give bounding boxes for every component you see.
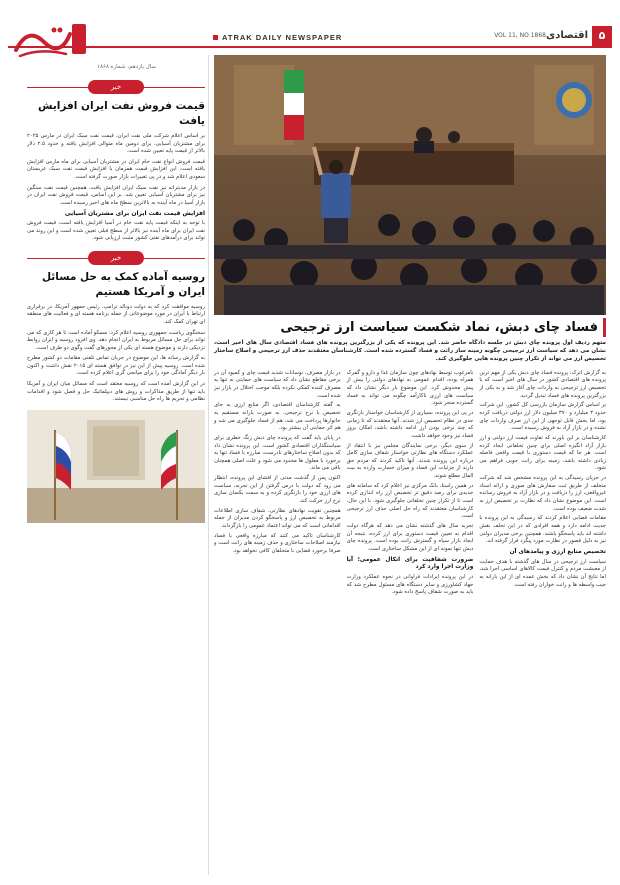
main-headline: فساد چای دبش، نماد شکست سیاست ارز ترجیحی [280, 320, 598, 335]
paragraph: به گزارش رسانه ها، این موضوع در جریان تماس تلفنی مقامات دو کشور مطرح شده است. روسیه پیش از این نیز در توافق هسته ای ۲۰۱۵ نقش داشت و اکنون بار دیگر آمادگی خود را برای میانجی گری اعلام کرده است. [27, 355, 205, 377]
column-subhead: تخصیص منابع ارزی و پیامدهای آن [509, 549, 606, 556]
paragraph: در این پرونده ایرادات فراوانی در نحوه عملکرد وزارت جهاد کشاورزی و سایر دستگاه های مسئول مطرح شد که باید به صورت شفاف پاسخ داده شود. [346, 574, 474, 596]
left-column [27, 80, 205, 875]
russia-title: روسیه آماده کمک به حل مسائل ایران و آمریکا هستیم [41, 270, 205, 298]
paragraph: سخنگوی ریاست جمهوری روسیه اعلام کرد: مسکو آماده است تا هر کاری که می تواند برای حل مسائل مربوط به ایران انجام دهد. وی افزود روسیه و ایران روابط نزدیکی دارند و موضوع هسته ای یکی از محورهای گفت وگوی دو طرف است. [27, 329, 205, 351]
paragraph: قیمت فروش انواع نفت خام ایران در مشتریان آسیایی برای ماه مارس افزایش یافته است. این افزایش قیمت همزمان با افزایش قیمت نفت سبک عربستان سعودی اعلام شد و در پی تغییرات بازار صورت گرفته است. [27, 158, 205, 180]
page-header [8, 28, 612, 48]
article-column-3 [214, 370, 341, 599]
russia-story [27, 251, 205, 523]
paragraph: مقامات قضایی اعلام کردند که رسیدگی به این پرونده با جدیت ادامه دارد و همه افرادی که در این تخلف نقش داشته اند باید پاسخگو باشند. همچنین برخی مدیران دولتی نیز به دلیل قصور در نظارت مورد پیگرد قرار گرفته اند. [479, 515, 606, 545]
column-subhead: ضرورت شفافیت برای اتکال عمومی؛ آیا وزارت اجرا وارد کرد [346, 556, 474, 571]
courtroom-photo [214, 55, 606, 315]
volume-info: VOL 11, NO 1868 [494, 32, 546, 39]
news-badge: خبر [88, 251, 144, 265]
paragraph: به گفته کارشناسان اقتصادی، اگر منابع ارزی به جای تخصیص با نرخ ترجیحی، به صورت یارانه مستقیم به خانوارها پرداخت می شد، هم از فساد جلوگیری می شد و هم اثر حمایتی آن بیشتر بود. [213, 402, 341, 432]
paragraph: روسیه موافقت کرد که به دولت دونالد ترامپ، رئیس جمهور آمریکا، در برقراری ارتباط با ایران در مورد موضوعاتی از جمله برنامه هسته ای و فعالیت های منطقه ای تهران کمک کند. [27, 303, 205, 325]
paragraph: با توجه به اینکه قیمت پایه نفت خام در آسیا افزایش یافته است، قیمت فروش نفت ایران برای ماه آینده نیز بالاتر از سطح قبلی تعیین شده است و این روند می تواند برای درآمدهای نفتی کشور مثبت ارزیابی شود. [27, 219, 205, 242]
paragraph: تجربه سال های گذشته نشان می دهد که هرگاه دولت اقدام به تعیین قیمت دستوری برای ارز کرده، نتیجه آن ایجاد بازار سیاه و گسترش رانت بوده است. پرونده چای دبش تنها نمونه ای از این مشکل ساختاری است. [346, 523, 474, 553]
oil-price-body [27, 133, 205, 243]
section-name: اقتصادی [546, 30, 588, 41]
paragraph: در همین راستا، بانک مرکزی نیز اعلام کرد که سامانه های جدیدی برای رصد دقیق تر تخصیص ارز راه اندازی کرده است تا از تکرار چنین تخلفاتی جلوگیری شود. با این حال، کارشناسان معتقدند که راه حل اصلی حذف ارز ترجیحی است. [346, 482, 474, 520]
paragraph: بر اساس گزارش سازمان بازرسی کل کشور، این شرکت حدود ۳ میلیارد و ۳۷۰ میلیون دلار ارز دولتی دریافت کرده بود، اما بخش قابل توجهی از این ارز صرف واردات چای نشده و در بازار آزاد به فروش رسیده است. [479, 402, 606, 432]
article-column-2 [347, 370, 474, 599]
paragraph: نامرغوب توسط نهادهای چون سازمان غذا و دارو و گمرک همراه بوده، اقدام عمومی به نهادهای دولتی را بیش از پیش مخدوش کرد. این موضوع بار دیگر نشان داد که سیاست های ارزی ناکارآمد چگونه می تواند به فساد گسترده منجر شود. [346, 369, 474, 407]
paragraph: در این گزارش آمده است که روسیه معتقد است که مسائل میان ایران و آمریکا باید تنها از طریق مذاکرات و روش های دیپلماتیک حل و فصل شود و اقدامات نظامی و تحریم ها راه حل مناسبی نیستند. [27, 381, 205, 403]
paragraph: بر اساس اعلام شرکت ملی نفت ایران، قیمت نفت سبک ایران در مارس ۲۰۲۵ برای مشتریان آسیایی، برای دومین ماه متوالی افزایش یافته و حدود ۲.۵ دلار بالاتر از قیمت پایه تعیین شده است. [27, 133, 205, 155]
paragraph: در پایان باید گفت که پرونده چای دبش زنگ خطری برای سیاستگذاران اقتصادی کشور است. این پرونده نشان داد که بدون اصلاح ساختارهای نادرست، مبارزه با فساد تنها به برخورد با معلول ها محدود می شود و علت اصلی همچنان باقی می ماند. [213, 434, 341, 472]
article-column-1 [479, 370, 606, 599]
paragraph: در پی این پرونده، بسیاری از کارشناسان خواستار بازنگری جدی در نظام تخصیص ارز شدند. آنها معتقدند که تا زمانی که چند نرخی بودن ارز ادامه داشته باشد، امکان بروز فساد نیز وجود خواهد داشت. [346, 409, 474, 439]
issue-date: سال یازدهم، شماره ۱۸۶۸ [96, 64, 156, 70]
main-story [214, 55, 606, 599]
paragraph: در جریان رسیدگی به این پرونده مشخص شد که شرکت متخلف از طریق ثبت سفارش های صوری و ارائه اسناد غیرواقعی، ارز را دریافت و در بازار آزاد به فروش رسانده است. این موضوع نشان داد که نظارت بر تخصیص ارز به شدت ضعیف بوده است. [479, 475, 606, 512]
headline-box [214, 318, 606, 337]
paragraph: همچنین تقویت نهادهای نظارتی، شفاف سازی اطلاعات مربوط به تخصیص ارز و پاسخگو کردن مدیران از جمله اقداماتی است که می تواند اعتماد عمومی را بازگرداند. [213, 507, 341, 530]
flags-photo [27, 410, 205, 523]
paragraph: اکنون پس از گذشت مدتی از افشای این پرونده، انتظار می رود که دولت با درس گرفتن از این تجربه، سیاست های ارزی خود را بازنگری کرده و به سمت یکسان سازی نرخ ارز حرکت کند. [213, 475, 341, 505]
news-badge: خبر [88, 80, 144, 94]
paragraph: سیاست ارز ترجیحی در سال های گذشته با هدف حمایت از معیشت مردم و کنترل قیمت کالاهای اساسی اجرا شد، اما نتایج آن نشان داد که بخش عمده ای از این یارانه به جیب واسطه ها و رانت خواران رفته است. [479, 558, 606, 588]
paper-name: ATRAK DAILY NEWSPAPER [213, 33, 342, 42]
oil-price-story [27, 80, 205, 243]
oil-price-title: قیمت فروش نفت ایران افزایش یافت [37, 100, 205, 127]
paragraph: به گزارش اترک، پرونده فساد چای دبش یکی از مهم ترین پرونده های اقتصادی کشور در سال های اخیر است که با تخصیص ارز ترجیحی به واردات چای آغاز شد و به یکی از بزرگترین پرونده های فساد تبدیل گردید. [479, 369, 606, 399]
paragraph: کارشناسان بر این باورند که تفاوت قیمت ارز دولتی و ارز بازار آزاد انگیزه اصلی برای چنین تخلفاتی ایجاد کرده است. هر جا که قیمت دستوری با قیمت واقعی فاصله زیادی داشته باشد، زمینه برای رانت جویی فراهم می شود. [479, 434, 606, 472]
oil-price-subhead: افزایش قیمت نفت ایران برای مشتریان آسیایی [64, 210, 205, 218]
article-columns [214, 370, 606, 599]
page-number: ۵ [592, 26, 612, 46]
paragraph: در بازار مصرف، نوسانات شدید قیمت چای و کمبود آن در برخی مقاطع نشان داد که سیاست های حمایتی نه تنها به مصرف کننده کمکی نکرده بلکه موجب اختلال در بازار نیز شده است. [213, 369, 341, 399]
paragraph: از سوی دیگر، برخی نمایندگان مجلس نیز با انتقاد از عملکرد دستگاه های نظارتی خواستار شفاف سازی کامل درباره این پرونده شدند. آنها تاکید کردند که مردم حق دارند از جزئیات این فساد و میزان خسارت وارده به بیت المال مطلع شوند. [346, 442, 474, 480]
lead-paragraph: متهم ردیف اول پرونده چای دبش در جلسه دادگاه حاضر شد. این پرونده که یکی از بزرگترین پرونده های فساد اقتصادی سال های اخیر است، نشان می دهد که سیاست ارز ترجیحی چگونه زمینه ساز رانت و فساد گسترده شده است. کارشناسان معتقدند حذف ارز ترجیحی و اصلاح ساختار تخصیص ارز می تواند از تکرار چنین پرونده هایی جلوگیری کند. [214, 340, 606, 363]
newspaper-logo [10, 20, 90, 64]
column-divider [208, 55, 209, 875]
russia-body [27, 304, 205, 404]
paragraph: در بازار مدیترانه نیز نفت سبک ایران افزایش یافت. همچنین قیمت نفت سنگین نیز برای مشتریان آسیایی تعیین شد. بر این اساس، قیمت فروش نفت ایران در بازار آسیا در ماه آینده به بالاترین سطح ماه های اخیر رسیده است. [27, 184, 205, 206]
paragraph: کارشناسان تاکید می کنند که مبارزه واقعی با فساد نیازمند اصلاحات ساختاری و حذف زمینه های رانت است و صرفا برخورد قضایی با متخلفان کافی نخواهد بود. [213, 532, 341, 555]
